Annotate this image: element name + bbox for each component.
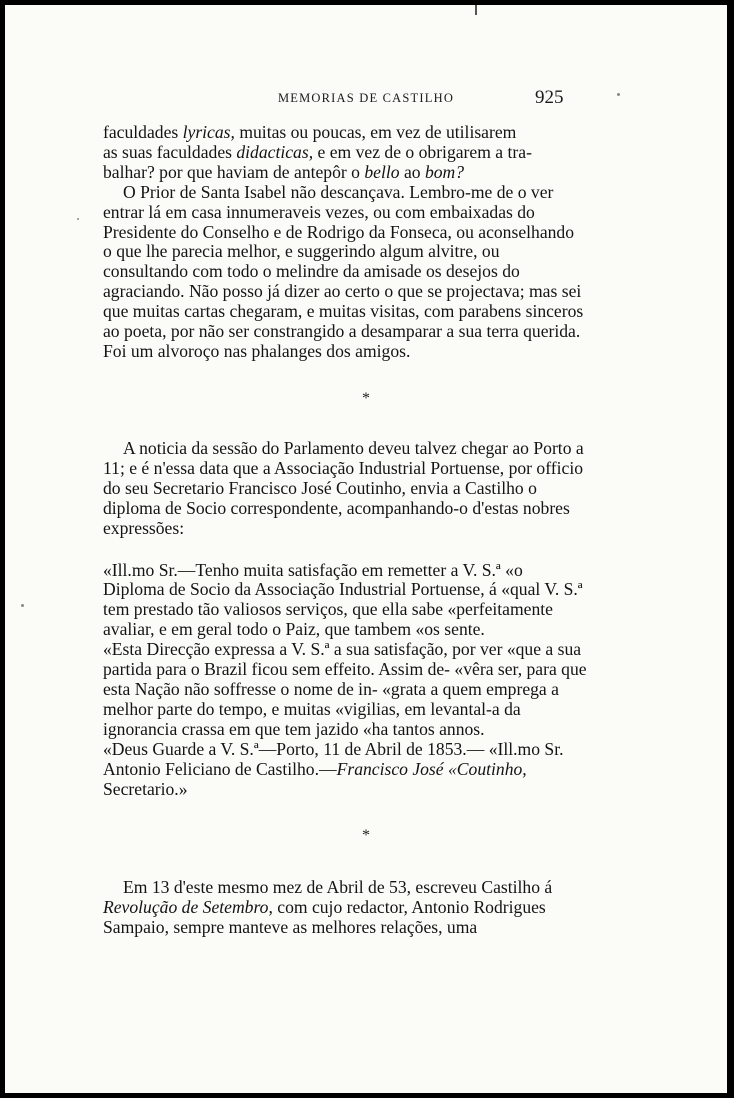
- scan-speck: [77, 218, 79, 220]
- scan-speck: [21, 604, 24, 607]
- paragraph: Em 13 d'este mesmo mez de Abril de 53, escreveu Castilho á Revolução de Setembro, com cujo redactor, Antonio Rodrigues Sampaio, sempre manteve as melhores relações, uma: [103, 877, 553, 937]
- letter-quote: «Deus Guarde a V. S.ª—Porto, 11 de Abril de 1853.— «Ill.mo Sr. Antonio Feliciano de Castilho.—Francisco José «Coutinho, Secretario.»: [103, 738, 564, 799]
- paragraph: faculdades lyricas, muitas ou poucas, em vez de utilisarem: [103, 122, 517, 142]
- section-2: [103, 439, 587, 799]
- paragraph: balhar? por que haviam de antepôr o bello ao bom?: [103, 161, 465, 182]
- book-page: [5, 5, 727, 1093]
- section-separator: *: [362, 827, 370, 844]
- paragraph: as suas faculdades didacticas, e em vez de o obrigarem a tra-: [103, 141, 532, 162]
- page-header: [5, 87, 727, 109]
- paragraph: O Prior de Santa Isabel não descançava. Lembro-me de o ver entrar lá em casa innumeraveis vezes, ou com embaixadas do Presidente do Conselho e de Rodrigo da Fonseca, ou aconselhando o que lhe parecia melhor, e suggerindo algum alvitre, ou consultando com todo o melindre da amisade os desejos do agraciando. Não posso já dizer ao certo o que se projectava; mas sei que muitas cartas chegaram, e muitas visitas, com parabens sinceros ao poeta, por não ser constrangido a desamparar a sua terra querida. Foi um alvoroço nas phalanges dos amigos.: [103, 181, 584, 361]
- scan-mark: [475, 5, 477, 15]
- letter-quote: «Esta Direcção expressa a V. S.ª a sua satisfação, por ver «que a sua partida para o Brazil ficou sem effeito. Assim de- «vêra ser, para que esta Nação não soffresse o nome de in- «grata a quem emprega a melhor parte do tempo, e muitas «vigilias, em levantal-a da ignorancia crassa em que tem jazido «ha tantos annos.: [103, 639, 587, 739]
- running-title: MEMORIAS DE CASTILHO: [277, 91, 455, 105]
- letter-quote: «Ill.mo Sr.—Tenho muita satisfação em remetter a V. S.ª «o Diploma de Socio da Associação Industrial Portuense, á «qual V. S.ª tem prestado tão valiosos serviços, que ella sabe «perfeitamente avaliar, e em geral todo o Paiz, que tambem «os sente.: [103, 559, 583, 640]
- section-separator: *: [362, 390, 370, 407]
- section-1: [103, 123, 587, 362]
- paragraph: A noticia da sessão do Parlamento deveu talvez chegar ao Porto a 11; e é n'essa data que a Associação Industrial Portuense, por officio do seu Secretario Francisco José Coutinho, envia a Castilho o diploma de Socio correspondente, acompanhando-o d'estas nobres expressões:: [103, 438, 584, 538]
- section-3: [103, 878, 587, 938]
- page-number: 925: [535, 87, 564, 108]
